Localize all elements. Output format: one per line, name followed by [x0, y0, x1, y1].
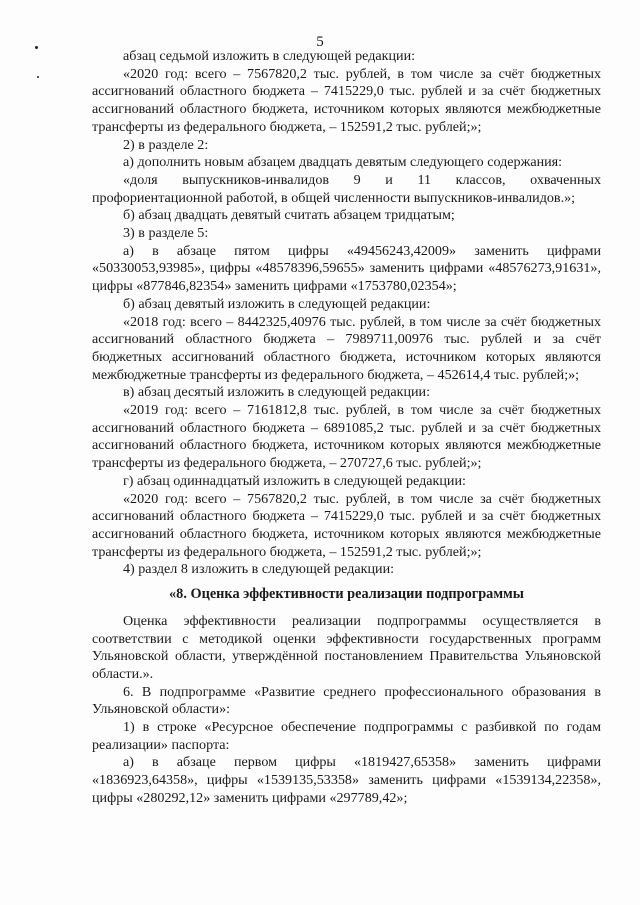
paragraph: абзац седьмой изложить в следующей редакции: — [123, 48, 416, 64]
paragraph: г) абзац одиннадцатый изложить в следующей редакции: — [123, 472, 466, 489]
paragraph: «доля выпускников-инвалидов 9 и 11 классов, охваченных профориентационной работой, в общей численности выпускников-инвалидов.»; — [92, 171, 601, 206]
paragraph: а) дополнить новым абзацем двадцать девятым следующего содержания: — [123, 154, 563, 171]
section-heading: «8. Оценка эффективности реализации подпрограммы — [169, 586, 524, 603]
paragraph: 4) раздел 8 изложить в следующей редакции: — [123, 561, 395, 578]
document-body — [92, 48, 601, 808]
paragraph: 1) в строке «Ресурсное обеспечение подпрограммы с разбивкой по годам реализации» паспорта: — [92, 719, 601, 753]
paragraph: б) абзац двадцать девятый считать абзацем тридцатым; — [123, 207, 455, 224]
scan-speck — [35, 46, 38, 49]
paragraph: а) в абзаце пятом цифры «49456243,42009» заменить цифрами «50330053,93985», цифры «48578396,59655» заменить цифрами «48576273,91631», цифры «877846,82354» заменить цифрами «1753780,02354»; — [92, 242, 601, 295]
scan-speck — [37, 76, 39, 78]
paragraph: б) абзац девятый изложить в следующей редакции: — [123, 295, 431, 312]
paragraph: 6. В подпрограмме «Развитие среднего профессионального образования в Ульяновской области»: — [92, 683, 601, 718]
paragraph: «2019 год: всего – 7161812,8 тыс. рублей, в том числе за счёт бюджетных ассигнований областного бюджета – 6891085,2 тыс. рублей и за счёт бюджетных ассигнований областного бюджета, источником которых являются межбюджетные трансферты из федерального бюджета, – 270727,6 тыс. рублей;»; — [92, 402, 601, 472]
paragraph: «2020 год: всего – 7567820,2 тыс. рублей, в том числе за счёт бюджетных ассигнований областного бюджета – 7415229,0 тыс. рублей и за счёт бюджетных ассигнований областного бюджета, источником которых являются межбюджетные трансферты из федерального бюджета, – 152591,2 тыс. рублей;»; — [92, 65, 601, 135]
paragraph: в) абзац десятый изложить в следующей редакции: — [123, 384, 431, 401]
page-number: 5 — [316, 34, 324, 50]
paragraph: 2) в разделе 2: — [123, 136, 209, 153]
paragraph: а) в абзаце первом цифры «1819427,65358» заменить цифрами «1836923,64358», цифры «1539135,53358» заменить цифрами «1539134,22358», цифры «280292,12» заменить цифрами «297789,42»; — [92, 754, 601, 806]
paragraph: 3) в разделе 5: — [123, 225, 209, 242]
paragraph: «2018 год: всего – 8442325,40976 тыс. рублей, в том числе за счёт бюджетных ассигнований областного бюджета – 7989711,00976 тыс. рублей и за счёт бюджетных ассигнований областного бюджета, источником которых являются межбюджетные трансферты из федерального бюджета, – 452614,4 тыс. рублей;»; — [92, 313, 601, 383]
paragraph: Оценка эффективности реализации подпрограммы осуществляется в соответствии с методикой оценки эффективности государственных программ Ульяновской области, утверждённой постановлением Правительства Ульяновской области.». — [92, 612, 601, 682]
paragraph: «2020 год: всего – 7567820,2 тыс. рублей, в том числе за счёт бюджетных ассигнований областного бюджета – 7415229,0 тыс. рублей и за счёт бюджетных ассигнований областного бюджета, источником которых являются межбюджетные трансферты из федерального бюджета, – 152591,2 тыс. рублей;»; — [92, 490, 601, 560]
